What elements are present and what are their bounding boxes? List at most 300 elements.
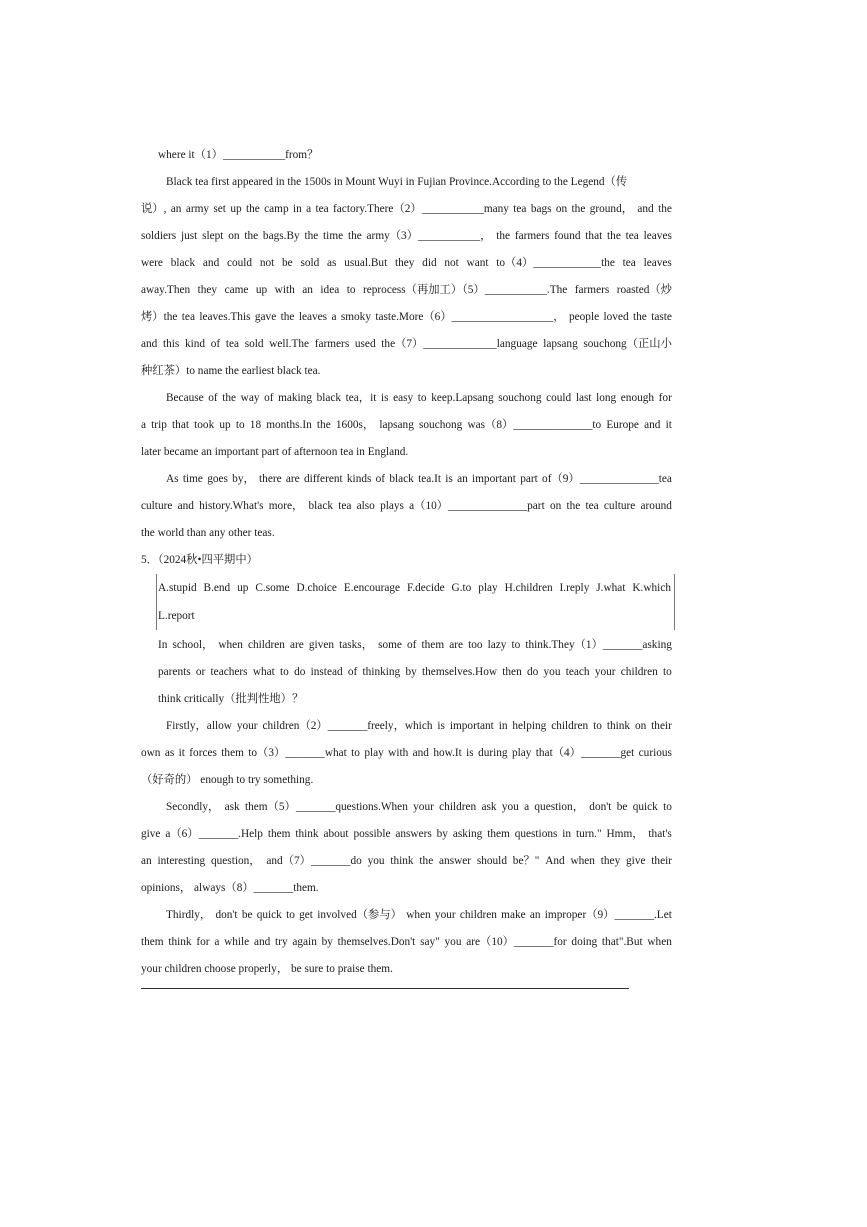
word: around (640, 500, 672, 512)
word: in (562, 828, 572, 840)
word: children (439, 801, 477, 813)
word: months.In (266, 419, 312, 431)
word: of（9）______________tea (542, 473, 672, 485)
word: answer (439, 855, 472, 867)
word: quick (256, 909, 282, 921)
word: ground， (589, 203, 634, 215)
word: on (228, 230, 240, 242)
word: possible (353, 828, 391, 840)
word: tea.It (418, 473, 441, 485)
word: D.choice (296, 582, 337, 594)
word: themselves.Don't (337, 936, 416, 948)
word: think (390, 855, 414, 867)
word: set (213, 203, 226, 215)
word: the (280, 311, 295, 323)
word: important (472, 473, 516, 485)
word: their (651, 720, 672, 732)
word: kind (184, 338, 206, 350)
word: children（2）_______freely，which (262, 720, 433, 732)
word: important (449, 720, 494, 732)
word: a (141, 419, 147, 431)
word: smoky (340, 311, 371, 323)
word: loved (603, 311, 629, 323)
word: roasted（炒 (616, 284, 672, 296)
word: make (501, 909, 526, 921)
word: are (449, 639, 463, 651)
word: forces (189, 747, 217, 759)
q5-header: 5．（2024秋•四平期中） (141, 554, 258, 566)
word: tea (225, 338, 240, 350)
word: school， (172, 639, 214, 651)
word: leaves (298, 311, 328, 323)
word: don't (589, 801, 612, 813)
word: in (292, 203, 302, 215)
word: interesting (157, 855, 206, 867)
word: farmers (574, 284, 610, 296)
word: black (308, 500, 333, 512)
word: some (378, 639, 402, 651)
word: ask (224, 801, 240, 813)
word: the (633, 311, 647, 323)
word: I.reply (559, 582, 590, 594)
word: play (511, 747, 532, 759)
word: tea (315, 203, 329, 215)
word: culture (603, 500, 636, 512)
q5-line-0 (158, 638, 672, 652)
word: think (168, 936, 192, 948)
word: not (444, 257, 459, 269)
word: answers (395, 828, 432, 840)
word: to (280, 666, 289, 678)
word: B.end (203, 582, 231, 594)
word: goes (207, 473, 228, 485)
word: to (417, 392, 427, 404)
word: souchong（正山小 (583, 338, 672, 350)
word: tea (513, 203, 527, 215)
word: the (316, 419, 331, 431)
q5-line-1 (158, 665, 672, 679)
word: to（3）_______what (248, 747, 347, 759)
p4-line-7 (141, 337, 672, 351)
word: tea，it (345, 392, 377, 404)
word: up (230, 203, 242, 215)
q5-line-11 (141, 935, 672, 949)
word: Thirdly， (166, 909, 212, 921)
word: not (259, 257, 275, 269)
word: are (290, 639, 304, 651)
word: to (511, 639, 521, 651)
word: time (182, 473, 203, 485)
word: lapsang (543, 338, 578, 350)
word: time (323, 230, 344, 242)
p4-line-4 (141, 256, 672, 270)
word: army (185, 203, 210, 215)
word: don't (215, 909, 238, 921)
word: G.to (451, 582, 472, 594)
word: on (634, 720, 647, 732)
q5-line-12: your children choose properly， be sure to praise them. (141, 963, 393, 975)
word: usual.But (344, 257, 388, 269)
word: involved（参与） (317, 909, 402, 921)
word: be？" (512, 855, 540, 867)
word: sold (244, 338, 264, 350)
word: a (214, 936, 220, 948)
word: long (596, 392, 617, 404)
word: that (172, 419, 189, 431)
page-divider (141, 988, 629, 989)
word: try (275, 936, 288, 948)
word: idea (320, 284, 340, 296)
word: culture (141, 500, 173, 512)
word: think.They（1）_______asking (525, 639, 672, 651)
word: the (571, 203, 586, 215)
word: children (620, 666, 658, 678)
word: when (570, 855, 595, 867)
word: did (422, 257, 437, 269)
word: a (524, 801, 530, 813)
word: Because (166, 392, 204, 404)
word: history.What's (199, 500, 264, 512)
word: black (170, 257, 196, 269)
word: you (367, 855, 385, 867)
word: more， (268, 500, 304, 512)
word: the (658, 203, 672, 215)
word: there (259, 473, 282, 485)
word: how.It (433, 747, 462, 759)
word: quick (632, 801, 658, 813)
word: 1600s， (335, 419, 375, 431)
word: a (306, 203, 312, 215)
q5-line-2: think critically（批判性地）？ (158, 693, 304, 705)
word: they (600, 855, 621, 867)
word: think (295, 828, 319, 840)
word: asking (452, 828, 483, 840)
word: of (264, 392, 274, 404)
word: bags (530, 203, 552, 215)
word: Firstly，allow (166, 720, 232, 732)
word: themselves.How (422, 666, 498, 678)
word: the（7）_____________language (381, 338, 538, 350)
word: say" (420, 936, 440, 948)
word: to (663, 666, 672, 678)
word: an (302, 284, 313, 296)
word: the (245, 203, 260, 215)
word: their (651, 855, 672, 867)
word: curious (638, 747, 672, 759)
q5-line-10 (166, 908, 672, 922)
word: last (575, 392, 592, 404)
word: do (526, 666, 539, 678)
p4-line-10 (141, 418, 672, 432)
word: play (364, 747, 384, 759)
word: gave (254, 311, 277, 323)
word: the (607, 230, 621, 242)
word: ask (481, 801, 497, 813)
word: parents (158, 666, 191, 678)
word: took (194, 419, 215, 431)
word: easy (393, 392, 414, 404)
word: turn." (575, 828, 602, 840)
word: well.The (269, 338, 310, 350)
p4-line-1: Black tea first appeared in the 1500s in Mount Wuyi in Fujian Province.According to the Legend（传 (166, 176, 628, 188)
word: by (321, 936, 333, 948)
word: children (247, 639, 285, 651)
word: 烤）the (141, 311, 178, 323)
word: of (210, 338, 221, 350)
word: with (274, 284, 295, 296)
word: as (327, 257, 337, 269)
p4-line-8: 种红茶）to name the earliest black tea. (141, 365, 321, 377)
word: could (226, 257, 253, 269)
word-bank-line-2: L.report (158, 610, 195, 622)
word: and（7）_______do (266, 855, 362, 867)
word: by， (232, 473, 255, 485)
word: the (347, 230, 362, 242)
word: them (421, 639, 445, 651)
word: then (502, 666, 522, 678)
word: making (278, 392, 312, 404)
word: plays (380, 500, 404, 512)
word: them（5）_______questions.When (245, 801, 408, 813)
word: that (585, 230, 603, 242)
p4-line-0: where it（1）___________from？ (158, 149, 319, 161)
p4-line-11: later became an important part of afternoon tea in England. (141, 446, 409, 458)
word: your (413, 801, 434, 813)
word: a (331, 311, 337, 323)
word: and (644, 419, 661, 431)
word: just (180, 230, 198, 242)
word: be (616, 801, 628, 813)
word: tea (585, 500, 599, 512)
word: and (202, 257, 220, 269)
word: factory.There（2）___________many (333, 203, 509, 215)
word: give (141, 828, 161, 840)
word: sold (300, 257, 320, 269)
word: a（6）_______.Help (165, 828, 263, 840)
word: them (487, 828, 510, 840)
word: your (434, 909, 456, 921)
word: up (237, 582, 249, 594)
word: of (208, 392, 218, 404)
word: do (294, 666, 306, 678)
word: your (236, 720, 258, 732)
word: questions (514, 828, 558, 840)
word: bags.By (262, 230, 300, 242)
word: leaves (643, 257, 672, 269)
word: instead (310, 666, 343, 678)
word: children (551, 720, 589, 732)
word: keep.Lapsang (431, 392, 494, 404)
word: an (457, 473, 468, 485)
word: a（10）______________part (409, 500, 545, 512)
word: lazy (487, 639, 507, 651)
word: trip (151, 419, 167, 431)
word: K.which (632, 582, 671, 594)
word: the (222, 392, 237, 404)
word: tea (181, 311, 195, 323)
word: doing (571, 936, 598, 948)
word: lapsang (379, 419, 414, 431)
word: thinking (362, 666, 401, 678)
word: to (663, 801, 672, 813)
word: by (405, 666, 417, 678)
word: away.Then (141, 284, 191, 296)
word: the (566, 500, 581, 512)
word: farmers (314, 338, 350, 350)
word: that".But (601, 936, 643, 948)
word: an (141, 855, 152, 867)
word: be (241, 909, 253, 921)
word: H.children (504, 582, 553, 594)
word: and (177, 500, 194, 512)
word: that（4）_______get (535, 747, 635, 759)
p4-line-6 (141, 310, 672, 324)
q5-line-7 (141, 827, 672, 841)
word: own (141, 747, 161, 759)
word: in (498, 720, 508, 732)
word: given (308, 639, 335, 651)
word: teach (565, 666, 590, 678)
word: to（4）____________the (496, 257, 615, 269)
word: be (282, 257, 293, 269)
word: and (637, 203, 654, 215)
word: kinds (346, 473, 372, 485)
q5-line-6 (166, 800, 672, 814)
word: it (665, 419, 672, 431)
word: when (218, 639, 243, 651)
word: by (436, 828, 448, 840)
q5-line-5: （好奇的） enough to try something. (141, 774, 314, 786)
word: for (196, 936, 210, 948)
word: to (351, 747, 360, 759)
word: tea (338, 500, 352, 512)
word: improper（9）_______.Let (544, 909, 672, 921)
word: is (445, 473, 453, 485)
word: farmers (514, 230, 550, 242)
q5-line-9: opinions， always（8）_______them. (141, 882, 319, 894)
word: leaves (643, 230, 672, 242)
word: army（3）___________， (366, 230, 492, 242)
word: J.what (596, 582, 626, 594)
word: 18 (249, 419, 262, 431)
word: is (466, 747, 474, 759)
word: them (267, 828, 291, 840)
word: as (164, 747, 175, 759)
word: that's (648, 828, 672, 840)
word: about (323, 828, 349, 840)
word: with (388, 747, 409, 759)
word: soldiers (141, 230, 177, 242)
word: A.stupid (158, 582, 197, 594)
word: 说）, (141, 203, 167, 215)
word: enough (620, 392, 655, 404)
word: taste.More（6）__________________， (375, 311, 565, 323)
word: an (170, 203, 182, 215)
word: camp (264, 203, 289, 215)
word: get (299, 909, 313, 921)
word: to (346, 284, 356, 296)
word: part (520, 473, 538, 485)
word: tea (625, 230, 639, 242)
word: way (240, 392, 260, 404)
word: when (647, 936, 672, 948)
word: and (253, 936, 271, 948)
word: also (356, 500, 375, 512)
word: you (444, 936, 462, 948)
word: and (141, 338, 158, 350)
q5-line-4 (141, 746, 672, 760)
word: question， (534, 801, 584, 813)
word-bank-line-1 (158, 581, 671, 595)
word: taste (651, 311, 672, 323)
word: people (568, 311, 600, 323)
word: And (545, 855, 565, 867)
word: while (224, 936, 250, 948)
word: are (285, 473, 300, 485)
word: C.some (255, 582, 290, 594)
word: up (255, 284, 268, 296)
word: and (412, 747, 429, 759)
word: souchong (498, 392, 542, 404)
word: on (555, 203, 568, 215)
word: children (459, 909, 497, 921)
word: it (178, 747, 185, 759)
p4-line-13 (141, 499, 672, 513)
word: them (141, 936, 164, 948)
word: slept (202, 230, 224, 242)
word: of (407, 639, 417, 651)
word: reprocess（再加工）（5）___________.The (363, 284, 568, 296)
word: your (594, 666, 616, 678)
word: of (375, 473, 386, 485)
word: or (195, 666, 206, 678)
word: is (380, 392, 389, 404)
word: F.decide (406, 582, 445, 594)
word: helping (512, 720, 547, 732)
word: to (593, 720, 602, 732)
word: Secondly， (166, 801, 220, 813)
word: they (197, 284, 218, 296)
word: black (316, 392, 342, 404)
word: this (162, 338, 180, 350)
word: question， (210, 855, 261, 867)
p4-line-2 (141, 202, 672, 216)
word: them (221, 747, 244, 759)
p4-line-3 (141, 229, 672, 243)
word: when (406, 909, 431, 921)
word: black (389, 473, 414, 485)
word: of (347, 666, 358, 678)
word: Hmm， (606, 828, 644, 840)
word: during (478, 747, 508, 759)
word: came (224, 284, 249, 296)
word: souchong (419, 419, 463, 431)
word: the (304, 230, 319, 242)
word: was（8）______________to (467, 419, 602, 431)
word: Europe (606, 419, 639, 431)
word: leaves.This (199, 311, 251, 323)
p4-line-9 (166, 391, 672, 405)
p4-line-12 (166, 472, 672, 486)
word: you (501, 801, 519, 813)
word: tea (622, 257, 636, 269)
word: teachers (210, 666, 248, 678)
word: an (529, 909, 541, 921)
word: too (468, 639, 483, 651)
word: could (546, 392, 572, 404)
word: you (543, 666, 561, 678)
word: were (141, 257, 163, 269)
